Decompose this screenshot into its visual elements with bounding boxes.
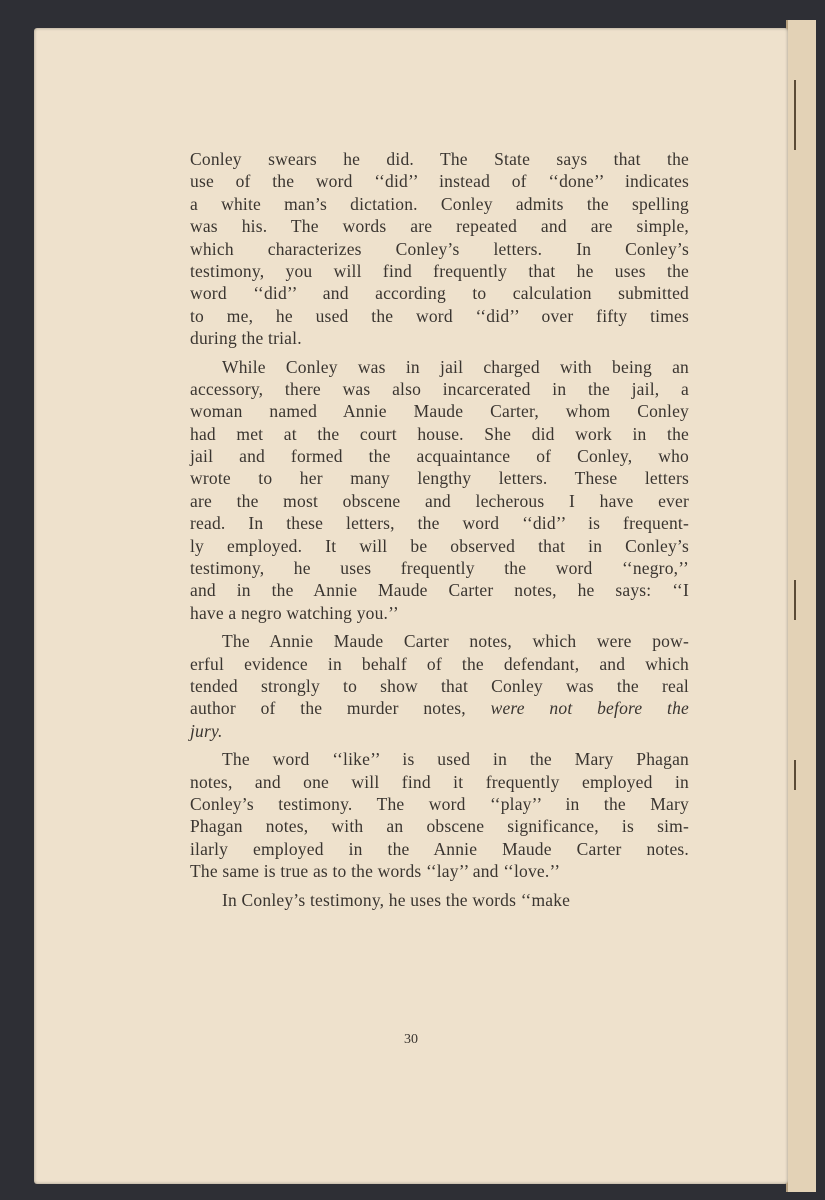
text-line: Conley’s testimony. The word ‘‘play’’ in the Mary xyxy=(190,793,689,814)
text-line: Phagan notes, with an obscene significance, is sim- xyxy=(190,816,689,837)
text-line: testimony, you will find frequently that he uses the xyxy=(190,260,689,281)
paragraph xyxy=(190,889,689,911)
text-line: woman named Annie Maude Carter, whom Conley xyxy=(190,401,689,422)
italic-text-segment: were not before the xyxy=(490,698,690,719)
paragraph xyxy=(190,148,689,350)
paragraph xyxy=(190,356,689,625)
book-page xyxy=(34,28,788,1184)
paragraph xyxy=(190,630,689,742)
text-line: read. In these letters, the word ‘‘did’’ is frequent- xyxy=(190,513,689,534)
text-line: The same is true as to the words ‘‘lay’’ and ‘‘love.’’ xyxy=(190,861,561,882)
text-line: testimony, he uses frequently the word ‘‘negro,’’ xyxy=(190,558,689,579)
page-body-text xyxy=(190,148,689,911)
text-line: was his. The words are repeated and are simple, xyxy=(190,216,689,237)
text-line: use of the word ‘‘did’’ instead of ‘‘done’’ indicates xyxy=(190,171,689,192)
edge-mark xyxy=(794,80,796,150)
text-line: had met at the court house. She did work in the xyxy=(190,423,689,444)
text-line: during the trial. xyxy=(190,328,302,349)
text-line: which characterizes Conley’s letters. In Conley’s xyxy=(190,238,689,259)
page-number: 30 xyxy=(404,1032,418,1047)
text-line: jail and formed the acquaintance of Conley, who xyxy=(190,446,689,467)
text-line: erful evidence in behalf of the defendant, and which xyxy=(190,653,689,674)
text-line: ly employed. It will be observed that in Conley’s xyxy=(190,535,689,556)
text-line: tended strongly to show that Conley was the real xyxy=(190,675,689,696)
edge-mark xyxy=(794,760,796,790)
text-line: notes, and one will find it frequently employed in xyxy=(190,771,689,792)
text-line xyxy=(190,697,689,719)
text-line: a white man’s dictation. Conley admits the spelling xyxy=(190,193,689,214)
text-line: While Conley was in jail charged with being an xyxy=(222,356,689,377)
text-line: The Annie Maude Carter notes, which were pow- xyxy=(222,631,689,652)
text-line: are the most obscene and lecherous I have ever xyxy=(190,490,689,511)
text-line: and in the Annie Maude Carter notes, he says: ‘‘I xyxy=(190,580,689,601)
text-line: Conley swears he did. The State says that the xyxy=(190,149,689,169)
italic-text-line: jury. xyxy=(190,720,223,741)
text-line: ilarly employed in the Annie Maude Carter notes. xyxy=(190,838,689,859)
text-segment: author of the murder notes, xyxy=(190,698,466,719)
text-line: have a negro watching you.’’ xyxy=(190,602,399,623)
paragraph xyxy=(190,748,689,882)
text-line: The word ‘‘like’’ is used in the Mary Phagan xyxy=(222,749,689,770)
text-line: word ‘‘did’’ and according to calculation submitted xyxy=(190,283,689,304)
text-line: accessory, there was also incarcerated in the jail, a xyxy=(190,378,689,399)
edge-mark xyxy=(794,580,796,620)
adjacent-page-edge xyxy=(786,20,816,1192)
text-line: wrote to her many lengthy letters. These letters xyxy=(190,468,689,489)
text-line: to me, he used the word ‘‘did’’ over fifty times xyxy=(190,305,689,326)
text-line: In Conley’s testimony, he uses the words ‘‘make xyxy=(222,889,571,910)
